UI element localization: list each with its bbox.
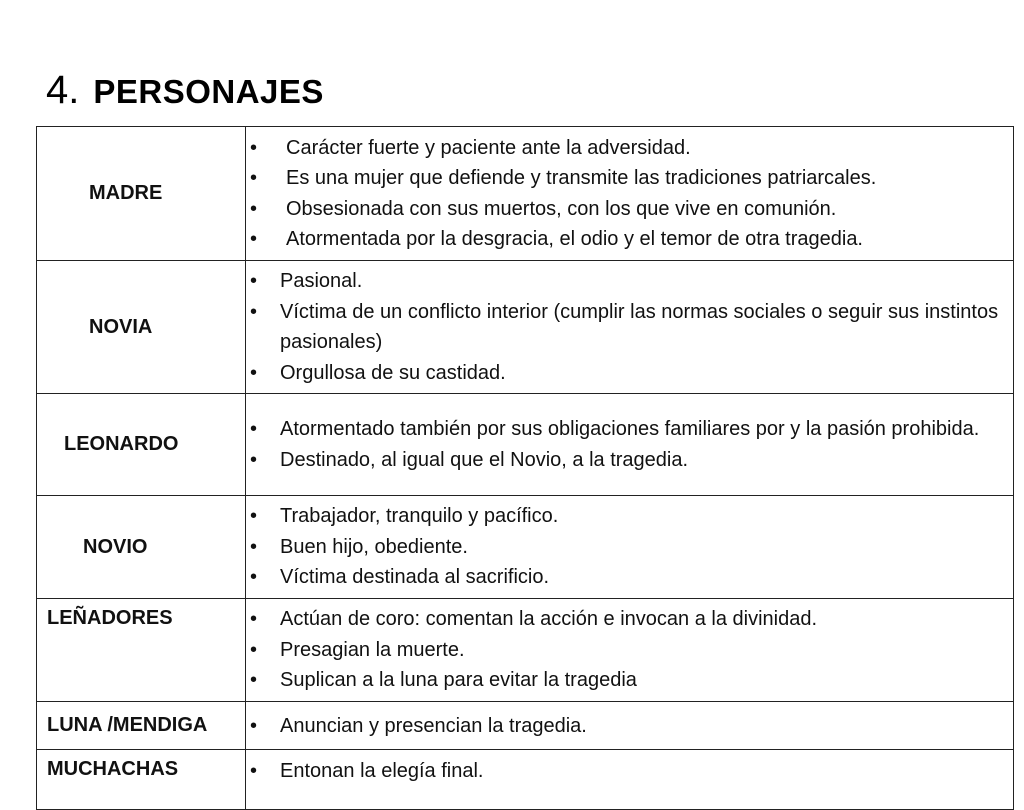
trait-item: • Atormentado también por sus obligaciones familiares por y la pasión prohibida. [246,414,1013,445]
character-name-cell [37,127,246,261]
title-number: 4. [46,68,80,112]
character-name-cell [37,750,246,810]
trait-item: • Atormentada por la desgracia, el odio y el temor de otra tragedia. [246,224,1013,255]
traits-list [246,756,1013,787]
character-name-cell [37,261,246,394]
slide-title [46,68,324,128]
traits-list [246,266,1013,388]
title-text: PERSONAJES [93,73,324,110]
character-name: MADRE [89,182,163,204]
table-row-novio [37,496,1014,599]
table-row-novia [37,261,1014,394]
traits-list [246,604,1013,696]
trait-item: • Orgullosa de su castidad. [246,358,1013,389]
traits-list [246,414,1013,475]
table-row-leonardo [37,394,1014,496]
character-name: MUCHACHAS [47,758,179,780]
trait-item: • Anuncian y presencian la tragedia. [246,711,1013,742]
trait-item: • Presagian la muerte. [246,635,1013,666]
trait-item: • Víctima destinada al sacrificio. [246,562,1013,593]
character-name-cell [37,394,246,496]
character-traits-cell [246,261,1014,394]
trait-item: • Es una mujer que defiende y transmite las tradiciones patriarcales. [246,163,1013,194]
character-traits-cell [246,394,1014,496]
character-name: LEONARDO [64,433,179,455]
character-traits-cell [246,599,1014,702]
trait-item: • Destinado, al igual que el Novio, a la tragedia. [246,445,1013,476]
trait-item: • Actúan de coro: comentan la acción e invocan a la divinidad. [246,604,1013,635]
traits-list [246,711,1013,742]
trait-item: • Suplican a la luna para evitar la tragedia [246,665,1013,696]
character-name: NOVIO [83,535,148,558]
character-name: LUNA /MENDIGA [47,714,208,736]
character-name: NOVIA [89,315,153,338]
trait-item: • Buen hijo, obediente. [246,532,1013,563]
characters-table [36,126,1014,810]
character-name: LEÑADORES [47,607,173,629]
character-traits-cell [246,127,1014,261]
table-row-muchachas [37,750,1014,810]
character-traits-cell [246,702,1014,750]
table-row-luna-mendiga [37,702,1014,750]
traits-list [246,501,1013,593]
trait-item: • Pasional. [246,266,1013,297]
trait-item: • Víctima de un conflicto interior (cumplir las normas sociales o seguir sus instintos pasionales) [246,297,1013,358]
character-traits-cell [246,750,1014,810]
trait-item: • Trabajador, tranquilo y pacífico. [246,501,1013,532]
character-traits-cell [246,496,1014,599]
trait-item: • Obsesionada con sus muertos, con los que vive en comunión. [246,194,1013,225]
table-row-lenadores [37,599,1014,702]
traits-list [246,133,1013,255]
character-name-cell [37,702,246,750]
table-row-madre [37,127,1014,261]
trait-item: • Carácter fuerte y paciente ante la adversidad. [246,133,1013,164]
character-name-cell [37,496,246,599]
trait-item: • Entonan la elegía final. [246,756,1013,787]
character-name-cell [37,599,246,702]
